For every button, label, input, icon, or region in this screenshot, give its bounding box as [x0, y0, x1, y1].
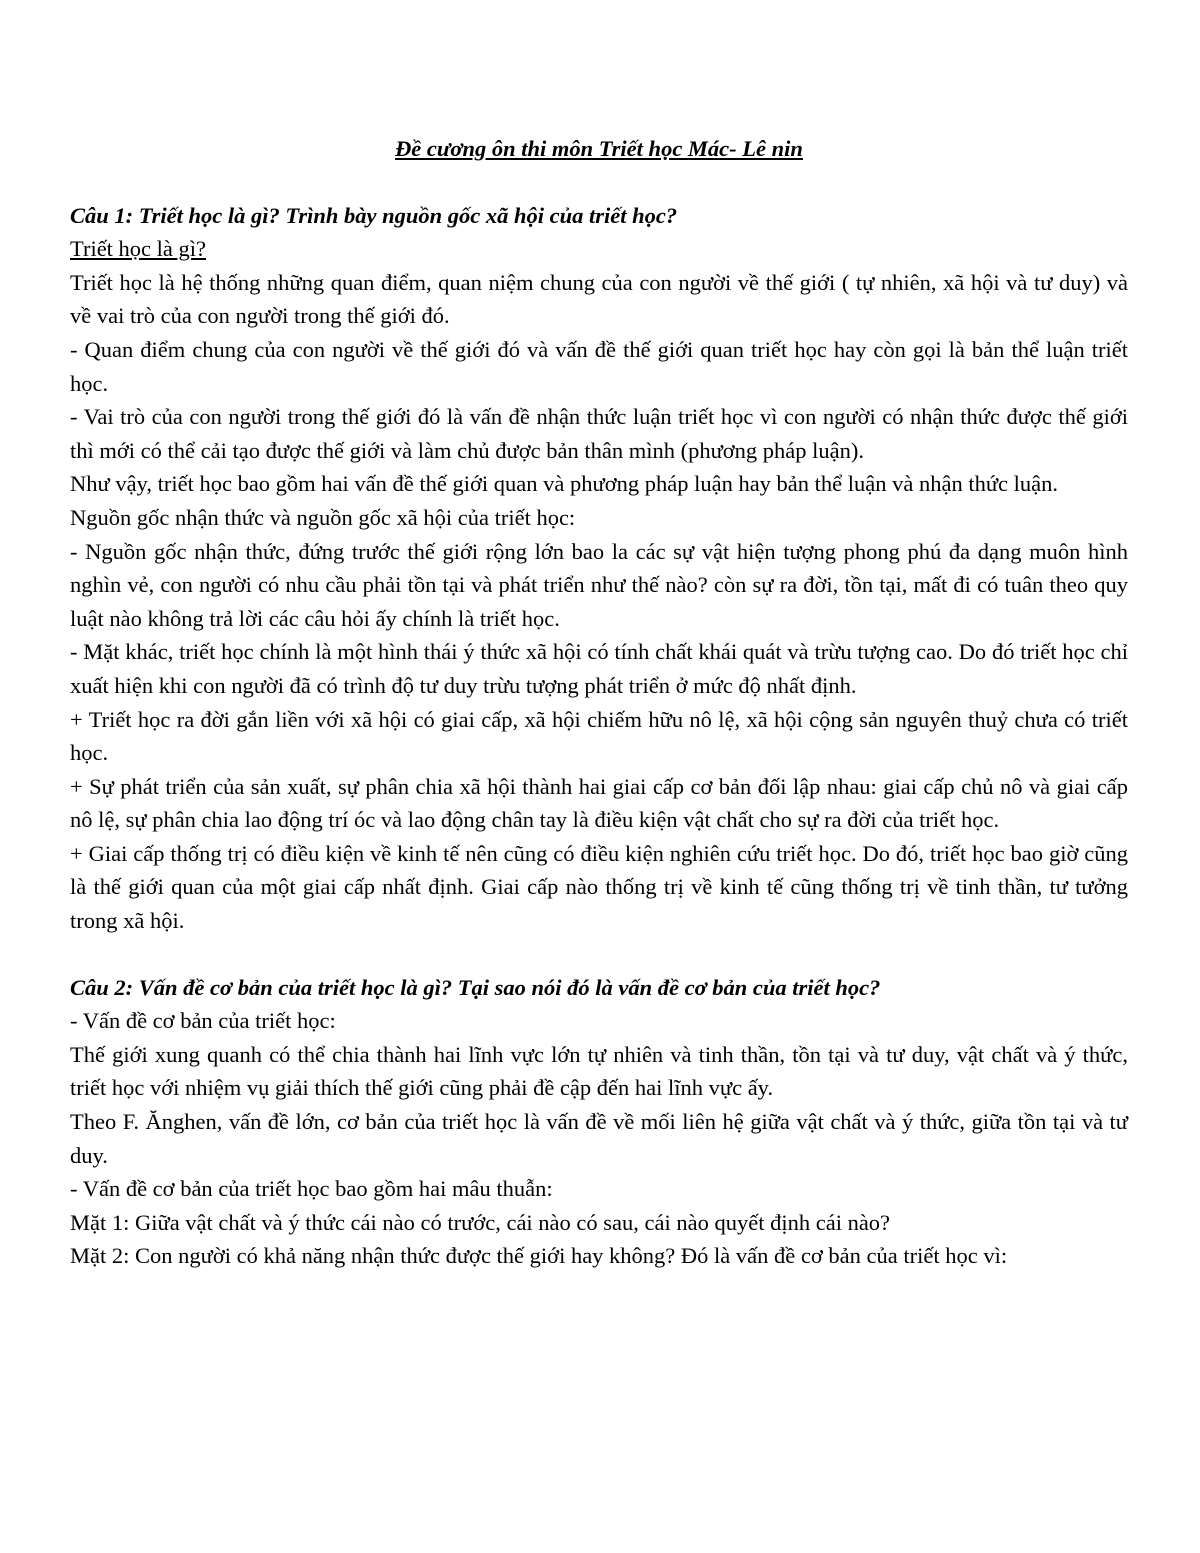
paragraph: Mặt 1: Giữa vật chất và ý thức cái nào có trước, cái nào có sau, cái nào quyết định cái nào? [70, 1209, 891, 1235]
paragraph: - Quan điểm chung của con người về thế giới đó và vấn đề thế giới quan triết học hay còn gọi là bản thể luận triết học. [70, 336, 1128, 396]
paragraph: Như vậy, triết học bao gồm hai vấn đề thế giới quan và phương pháp luận hay bản thể luận và nhận thức luận. [70, 471, 1059, 497]
paragraph: - Nguồn gốc nhận thức, đứng trước thế giới rộng lớn bao la các sự vật hiện tượng phong phú đa dạng muôn hình nghìn vẻ, con người có nhu cầu phải tồn tại và phát triển như thế nào? còn sự ra đời, tồn tại, mất đi có tuân theo quy luật nào không trả lời các câu hỏi ấy chính là triết học. [70, 538, 1128, 631]
question-1-subheading: Triết học là gì? [70, 236, 207, 262]
paragraph: Mặt 2: Con người có khả năng nhận thức được thế giới hay không? Đó là vấn đề cơ bản của triết học vì: [70, 1243, 1008, 1269]
paragraph: Nguồn gốc nhận thức và nguồn gốc xã hội của triết học: [70, 504, 576, 530]
question-1-heading: Câu 1: Triết học là gì? Trình bày nguồn gốc xã hội của triết học? [70, 202, 678, 228]
document-page [70, 132, 1128, 1273]
paragraph: Thế giới xung quanh có thể chia thành hai lĩnh vực lớn tự nhiên và tinh thần, tồn tại và tư duy, vật chất và ý thức, triết học với nhiệm vụ giải thích thế giới cũng phải đề cập đến hai lĩnh vực ấy. [70, 1041, 1128, 1101]
paragraph: - Vấn đề cơ bản của triết học: [70, 1008, 336, 1034]
paragraph: Triết học là hệ thống những quan điểm, quan niệm chung của con người về thế giới ( tự nhiên, xã hội và tư duy) và về vai trò của con người trong thế giới đó. [70, 269, 1128, 329]
paragraph: - Vấn đề cơ bản của triết học bao gồm hai mâu thuẫn: [70, 1176, 553, 1202]
paragraph: - Vai trò của con người trong thế giới đó là vấn đề nhận thức luận triết học vì con người có nhận thức được thế giới thì mới có thể cải tạo được thế giới và làm chủ được bản thân mình (phương pháp luận). [70, 404, 1128, 463]
paragraph: + Giai cấp thống trị có điều kiện về kinh tế nên cũng có điều kiện nghiên cứu triết học. Do đó, triết học bao giờ cũng là thế giới quan của một giai cấp nhất định. Giai cấp nào thống trị về kinh tế cũng thống trị về tinh thần, tư tưởng trong xã hội. [70, 840, 1128, 934]
paragraph: + Sự phát triển của sản xuất, sự phân chia xã hội thành hai giai cấp cơ bản đối lập nhau: giai cấp chủ nô và giai cấp nô lệ, sự phân chia lao động trí óc và lao động chân tay là điều kiện vật chất cho sự ra đời của triết học. [70, 773, 1128, 833]
paragraph: + Triết học ra đời gắn liền với xã hội có giai cấp, xã hội chiếm hữu nô lệ, xã hội cộng sản nguyên thuỷ chưa có triết học. [70, 706, 1128, 766]
paragraph: - Mặt khác, triết học chính là một hình thái ý thức xã hội có tính chất khái quát và trừu tượng cao. Do đó triết học chỉ xuất hiện khi con người đã có trình độ tư duy trừu tượng phát triển ở mức độ nhất định. [70, 639, 1128, 698]
question-2-heading: Câu 2: Vấn đề cơ bản của triết học là gì? Tại sao nói đó là vấn đề cơ bản của triết học? [70, 974, 881, 1000]
document-title: Đề cương ôn thi môn Triết học Mác- Lê nin [395, 136, 803, 161]
paragraph: Theo F. Ănghen, vấn đề lớn, cơ bản của triết học là vấn đề về mối liên hệ giữa vật chất và ý thức, giữa tồn tại và tư duy. [70, 1109, 1128, 1168]
